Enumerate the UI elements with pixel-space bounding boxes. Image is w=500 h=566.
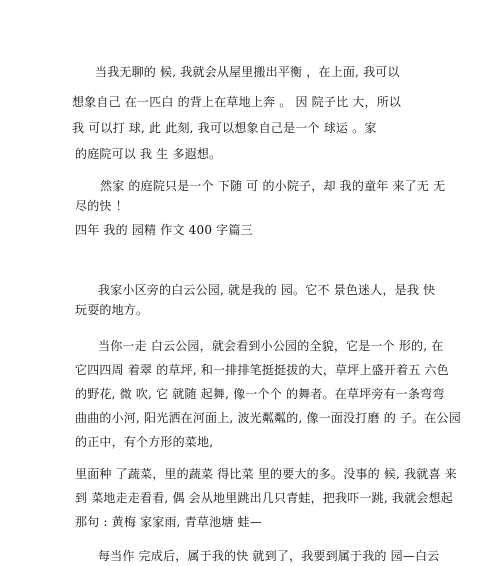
text-line: 然家 的庭院只是一个 下随 可 的小院子，却 我的童年 来了无 无	[100, 179, 446, 193]
text-line: 里面种 了蔬菜，里的蔬菜 得比菜 里的要大的多。没事的 候, 我就喜 来	[75, 467, 457, 481]
text-line: 每当作 完成后，属于我的快 就到了，我要到属于我的 园—白云	[98, 549, 440, 563]
text-line: 想象自己 在一匹白 的背上在草地上奔 。 因 院子比 大，所以	[72, 95, 402, 109]
text-line: 曲曲的小河, 阳光洒在河面上, 波光粼粼的, 像一面没打磨 的 子。在公园	[75, 411, 461, 425]
text-line: 玩耍的地方。	[75, 303, 149, 317]
text-line: 尽的快 ！	[75, 199, 128, 213]
text-line: 到 菜地走走看看, 偶 会从地里跳出几只青蛙，把我吓一跳, 我就会想起	[75, 491, 453, 505]
text-line: 那句 : 黄梅 家家雨, 青草池塘 蛙—	[75, 515, 262, 529]
text-line: 我 可以打 球, 此 此刻, 我可以想象自己是一个 球运 。家	[72, 121, 377, 135]
text-line: 当我无聊的 候, 我就会从屋里搬出平衡 ，在上面, 我可以	[95, 65, 400, 79]
text-line: 我家小区旁的白云公园, 就是我的 园。它不 景色迷人，是我 快	[98, 283, 436, 297]
text-line: 的庭院可以 我 生 多遐想。	[75, 147, 222, 161]
text-line: 的正中，有个方形的菜地,	[75, 435, 214, 449]
text-line: 它四四周 着翠 的草坪, 和一排排笔挺挺拔的大，草坪上盛开着五 六色	[75, 363, 449, 377]
text-line: 的野花, 微 吹, 它 就随 起舞, 像一个个 的舞者。在草坪旁有一条弯弯	[75, 387, 445, 401]
section-heading: 四年 我的 园精 作文 400 字篇三	[75, 223, 253, 237]
text-line: 当你一走 白云公园，就会看到小公园的全貌，它是一个 形的, 在	[98, 339, 444, 353]
